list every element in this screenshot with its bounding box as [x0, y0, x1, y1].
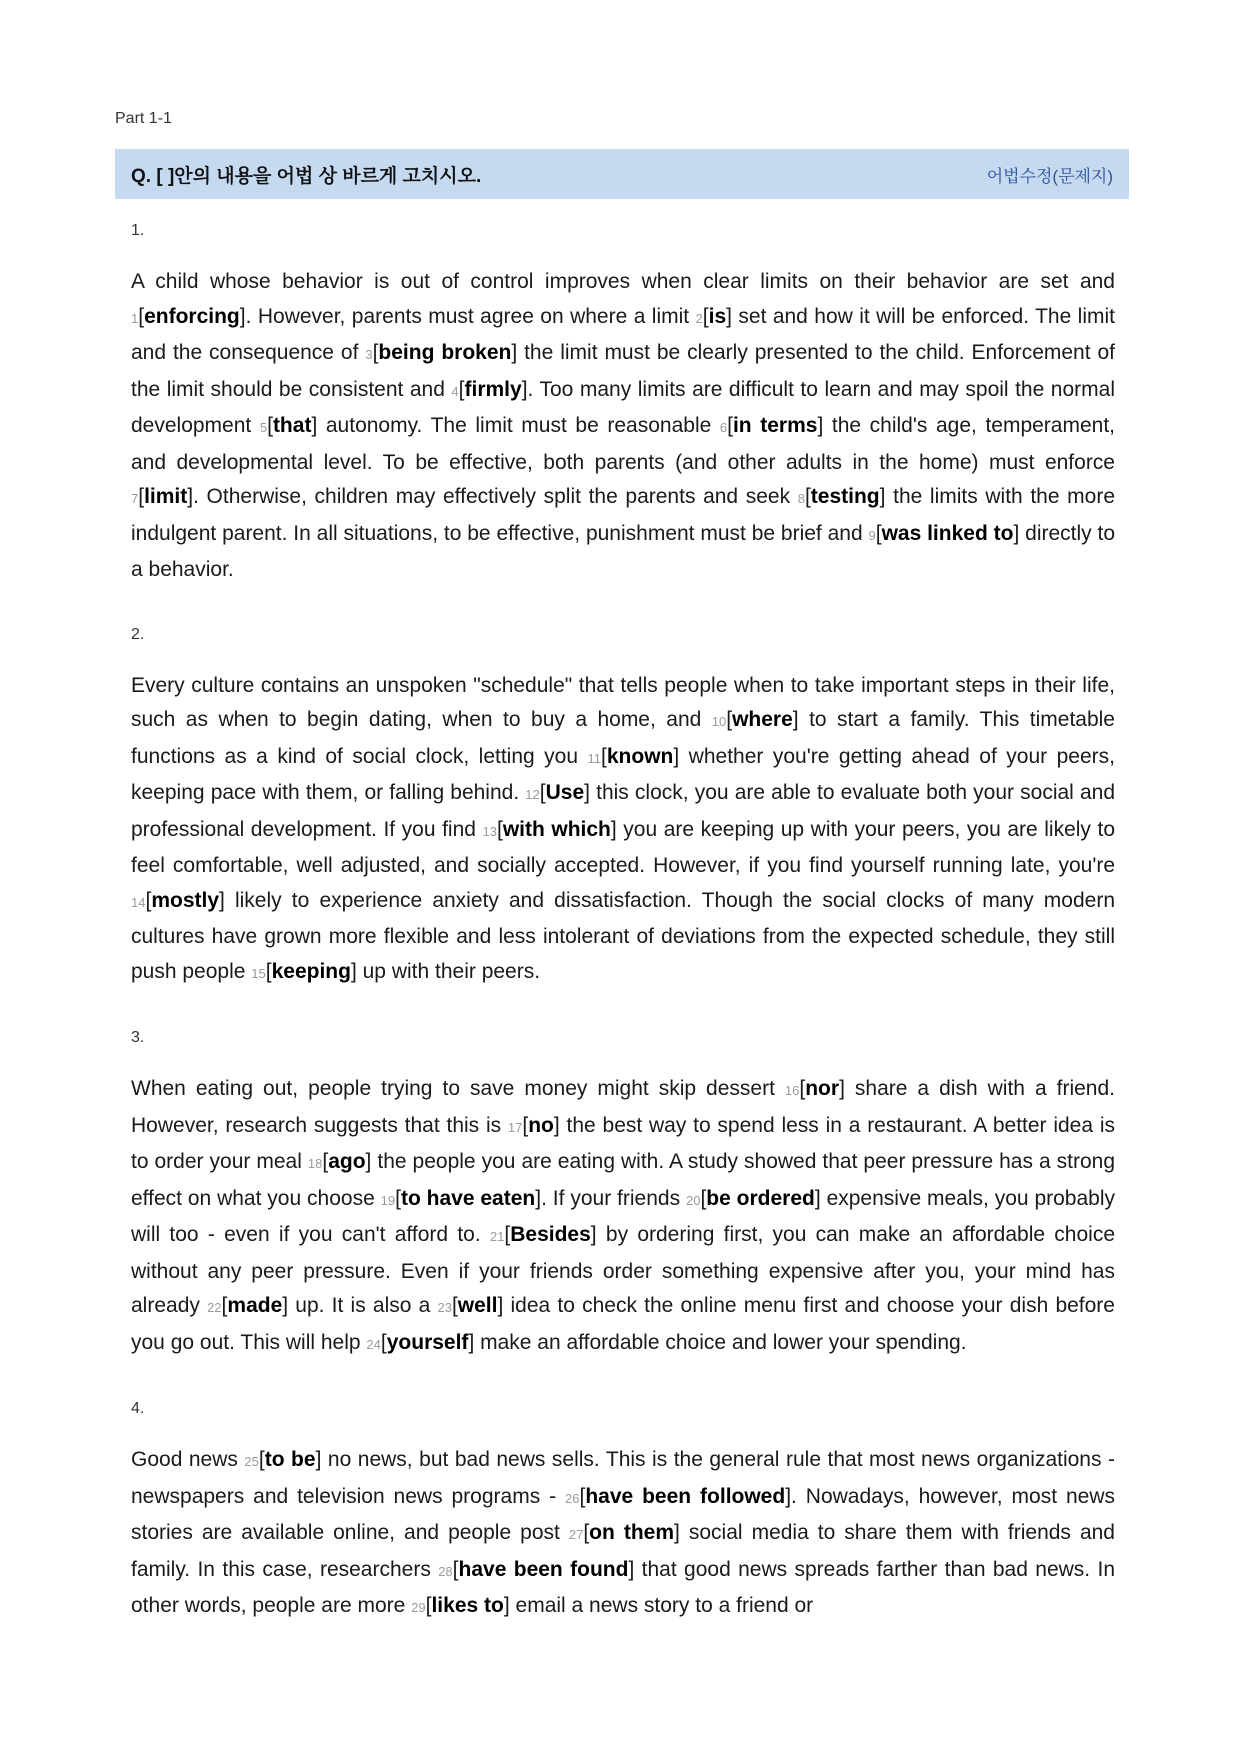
blank-number: 26	[565, 1490, 580, 1506]
section-number: 4.	[131, 1400, 145, 1417]
passage-text: . However, parents must agree on where a limit	[245, 304, 696, 328]
grammar-blank: 9[was linked to]	[868, 521, 1020, 545]
section-number: 2.	[131, 625, 145, 643]
passage-text: up with their peers.	[356, 959, 541, 983]
grammar-blank: 5[that]	[259, 414, 318, 437]
grammar-blank: 8[testing]	[797, 485, 886, 508]
passage-text: . If your friends	[541, 1186, 686, 1210]
blank-number: 8	[797, 491, 805, 506]
blank-word: mostly	[151, 888, 219, 912]
grammar-blank: 26[have been followed]	[565, 1484, 792, 1508]
passage-text: no news, but bad news sells. This is the general rule that most news organizations - newspapers and television news programs -	[131, 1448, 1115, 1508]
grammar-blank: 4[firmly]	[451, 377, 528, 401]
blank-word: no	[528, 1113, 554, 1137]
passage-text: up. It is also a	[288, 1294, 438, 1317]
question-instruction: Q. [ ]안의 내용을 어법 상 바르게 고치시오.	[131, 165, 482, 187]
passage-text: you are keeping up with your peers, you are likely to feel comfortable, well adjusted, and socially accepted. However, if you find yourself running late, you're	[131, 817, 1116, 877]
passage-text: whether you're getting ahead of your peers, keeping pace with them, or falling behind.	[131, 744, 1115, 804]
passage-text: to start a family. This timetable functions as a kind of social clock, letting you	[131, 708, 1115, 768]
blank-word: yourself	[386, 1330, 469, 1354]
blank-word: have been found	[458, 1557, 629, 1581]
exercise-section	[131, 1020, 1115, 1362]
passage-text: likely to experience anxiety and dissatisfaction. Though the social clocks of many modern cultures have grown more flexible and less intolerant of deviations from the expected schedule, they still push people	[131, 888, 1115, 983]
blank-word: to be	[264, 1448, 316, 1471]
section-number: 3.	[131, 1029, 145, 1046]
passage-text: this clock, you are able to evaluate both your social and professional development. If you find	[131, 781, 1116, 841]
grammar-blank: 16[nor]	[784, 1077, 845, 1100]
blank-word: nor	[805, 1077, 840, 1100]
blank-number: 22	[207, 1300, 222, 1315]
blank-number: 17	[507, 1119, 523, 1135]
passage-text: social media to share them with friends and family. In this case, researchers	[131, 1521, 1115, 1581]
grammar-blank: 19[to have eaten]	[380, 1186, 542, 1210]
passage-paragraph	[131, 1072, 1115, 1362]
blank-number: 28	[438, 1563, 453, 1579]
passage-text: the limits with the more indulgent parent. In all situations, to be effective, punishment must be brief and	[131, 485, 1115, 545]
passage-text: expensive meals, you probably will too - even if you can't afford to.	[131, 1186, 1116, 1246]
section-number: 1.	[131, 222, 145, 239]
passage-text: email a news story to a friend or	[509, 1594, 814, 1617]
blank-number: 3	[365, 347, 373, 362]
blank-number: 19	[380, 1192, 396, 1208]
blank-word: well	[457, 1294, 498, 1317]
grammar-blank: 25[to be]	[244, 1448, 322, 1471]
passage-text: A child whose behavior is out of control improves when clear limits on their behavior are set and	[131, 270, 1115, 293]
grammar-blank: 20[be ordered]	[685, 1186, 821, 1210]
blank-word: testing	[810, 485, 880, 508]
blank-word: enforcing	[144, 304, 240, 328]
passage-text: set and how it will be enforced. The limit and the consequence of	[131, 304, 1115, 364]
blank-number: 27	[568, 1527, 584, 1542]
blank-number: 7	[131, 491, 139, 506]
grammar-blank: 10[where]	[711, 708, 799, 731]
blank-word: in terms	[732, 414, 818, 437]
passage-text: that good news spreads farther than bad news. In other words, people are more	[131, 1557, 1115, 1617]
blank-word: with which	[502, 817, 611, 841]
blank-number: 12	[525, 787, 540, 802]
passage-text: make an affordable choice and lower your spending.	[474, 1330, 967, 1354]
blank-number: 5	[259, 420, 268, 435]
blank-word: made	[227, 1294, 283, 1317]
blank-number: 24	[366, 1336, 381, 1352]
grammar-blank: 13[with which]	[482, 817, 617, 841]
grammar-blank: 15[keeping]	[251, 959, 357, 983]
blank-number: 18	[307, 1156, 323, 1171]
grammar-blank: 18[ago]	[307, 1150, 372, 1173]
passage-text: by ordering first, you can make an affordable choice without any peer pressure. Even if your friends order something expensive after you, your mind has already	[131, 1223, 1115, 1317]
grammar-blank: 3[being broken]	[365, 341, 518, 364]
grammar-blank: 29[likes to]	[411, 1594, 510, 1617]
blank-word: Use	[545, 781, 585, 804]
blank-word: on them	[589, 1521, 675, 1544]
blank-word: be ordered	[706, 1186, 815, 1210]
passage-text: share a dish with a friend. However, research suggests that this is	[131, 1077, 1115, 1137]
grammar-blank: 11[known]	[587, 744, 680, 768]
passage-text: the limit must be clearly presented to the child. Enforcement of the limit should be consistent and	[131, 341, 1115, 401]
grammar-blank: 6[in terms]	[719, 414, 824, 437]
grammar-blank: 17[no]	[507, 1113, 560, 1137]
passage-text: the people you are eating with. A study showed that peer pressure has a strong effect on what you choose	[131, 1150, 1116, 1210]
grammar-blank: 23[well]	[437, 1294, 504, 1317]
blank-word: ago	[328, 1150, 366, 1173]
passage-text: the child's age, temperament, and developmental level. To be effective, both parents (and other adults in the home) must enforce	[131, 414, 1115, 474]
blank-word: to have eaten	[400, 1186, 536, 1210]
blank-number: 20	[685, 1192, 701, 1208]
grammar-blank: 24[yourself]	[366, 1330, 475, 1354]
passage-paragraph	[131, 1443, 1115, 1626]
passage-text: . Otherwise, children may effectively split the parents and seek	[193, 485, 798, 508]
worksheet-type-label: 어법수정(문제지)	[986, 166, 1113, 186]
part-label: Part 1-1	[115, 110, 172, 127]
passage-text: directly to a behavior.	[131, 521, 1116, 581]
exercise-sections	[131, 207, 1115, 1626]
blank-number: 2	[695, 310, 703, 326]
blank-word: known	[606, 744, 674, 768]
blank-word: was linked to	[881, 521, 1014, 545]
blank-number: 9	[868, 527, 876, 543]
passage-text: autonomy. The limit must be reasonable	[317, 414, 720, 437]
grammar-blank: 12[Use]	[525, 781, 590, 804]
blank-number: 4	[451, 383, 459, 399]
passage-text: . Nowadays, however, most news stories are available online, and people post	[131, 1484, 1115, 1544]
grammar-blank: 7[limit]	[131, 485, 194, 508]
grammar-blank: 21[Besides]	[489, 1223, 597, 1246]
blank-word: Besides	[510, 1223, 591, 1246]
passage-text: When eating out, people trying to save money might skip dessert	[131, 1077, 785, 1100]
blank-word: where	[732, 708, 793, 731]
blank-number: 16	[784, 1083, 800, 1098]
blank-number: 1	[131, 310, 139, 326]
passage-text: the best way to spend less in a restaurant. A better idea is to order your meal	[131, 1113, 1115, 1173]
grammar-blank: 22[made]	[207, 1294, 289, 1317]
blank-number: 23	[437, 1300, 452, 1315]
passage-text: . Too many limits are difficult to learn and may spoil the normal development	[131, 377, 1115, 437]
blank-number: 25	[244, 1454, 259, 1469]
grammar-blank: 2[is]	[695, 304, 732, 328]
passage-paragraph	[131, 669, 1115, 992]
grammar-blank: 14[mostly]	[131, 888, 225, 912]
exercise-section	[131, 1391, 1115, 1626]
blank-word: limit	[144, 485, 188, 508]
passage-text: idea to check the online menu first and choose your dish before you go out. This will help	[131, 1294, 1115, 1354]
blank-number: 14	[131, 894, 146, 910]
blank-number: 21	[489, 1229, 505, 1244]
blank-word: likes to	[431, 1594, 504, 1617]
grammar-blank: 27[on them]	[568, 1521, 680, 1544]
blank-word: is	[708, 304, 727, 328]
blank-word: that	[272, 414, 312, 437]
passage-paragraph	[131, 265, 1115, 588]
blank-number: 6	[719, 420, 728, 435]
passage-text: Good news	[131, 1448, 245, 1471]
grammar-blank: 28[have been found]	[438, 1557, 635, 1581]
grammar-blank: 1[enforcing]	[131, 304, 246, 328]
blank-word: being broken	[378, 341, 512, 364]
blank-word: have been followed	[585, 1484, 786, 1508]
exercise-section	[131, 213, 1115, 588]
blank-number: 13	[482, 823, 497, 839]
blank-number: 29	[411, 1600, 426, 1615]
blank-word: keeping	[271, 959, 351, 983]
blank-number: 11	[587, 750, 602, 766]
blank-number: 10	[711, 714, 727, 729]
blank-number: 15	[251, 965, 266, 981]
passage-text: Every culture contains an unspoken "schedule" that tells people when to take important steps in their life, such as when to begin dating, when to buy a home, and	[131, 673, 1115, 731]
exercise-section	[131, 617, 1115, 992]
blank-word: firmly	[464, 377, 522, 401]
question-header	[115, 149, 1129, 199]
